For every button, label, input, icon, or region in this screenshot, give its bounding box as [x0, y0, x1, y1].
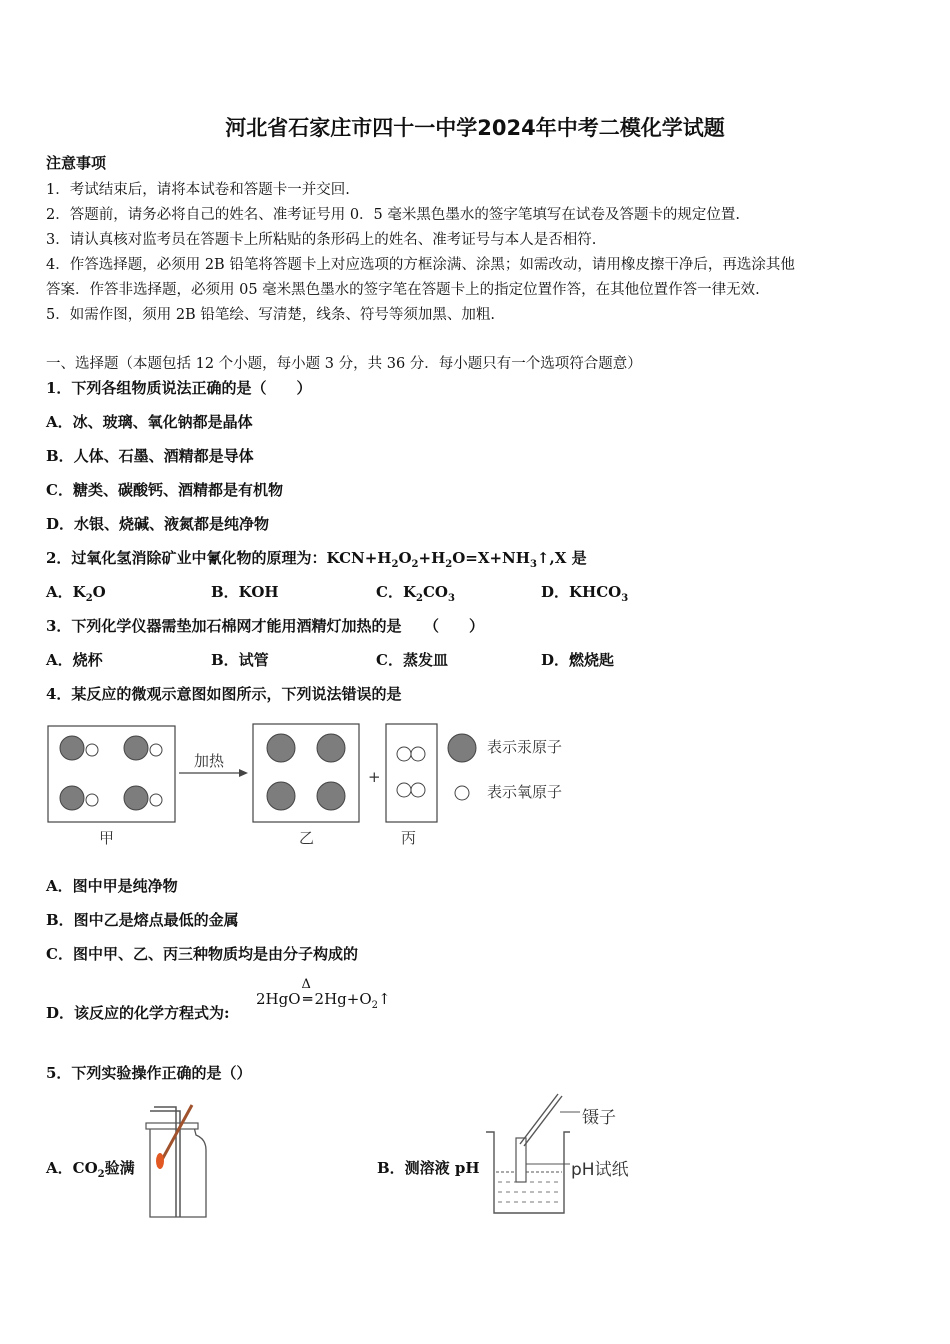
- label-jia: 甲: [99, 829, 115, 847]
- opt-text: A．K: [46, 583, 86, 601]
- notice-item: 4．作答选择题，必须用 2B 铅笔将答题卡上对应选项的方框涂满、涂黑；如需改动，请用橡皮擦干净后，再选涂其他: [46, 257, 795, 273]
- opt-text: A．CO: [46, 1159, 98, 1177]
- q3-stem: 3．下列化学仪器需垫加石棉网才能用酒精灯加热的是 （ ）: [46, 617, 484, 635]
- hgo-molecules: [60, 736, 162, 810]
- q4-option-d-equation: [256, 977, 391, 1011]
- q2-option-d: [541, 581, 628, 604]
- o2-molecules: [397, 747, 425, 797]
- tweezers-arm: [520, 1094, 558, 1144]
- opt-sub: 3: [447, 593, 455, 604]
- plus-sign: +: [368, 768, 381, 786]
- opt-text: C．K: [376, 583, 416, 601]
- notice-item: 答案．作答非选择题，必须用 05 毫米黑色墨水的签字笔在答题卡上的指定位置作答，在其他位置作答一律无效.: [46, 282, 760, 298]
- q1-stem: 1．下列各组物质说法正确的是（ ）: [46, 379, 312, 397]
- opt-text: CO: [422, 583, 448, 601]
- label-bing: 丙: [401, 829, 417, 847]
- tweezers-label: 镊子: [582, 1108, 616, 1128]
- eq-sub: 3: [529, 559, 537, 570]
- q2-option-a: [46, 581, 106, 604]
- eq-sub: 2: [391, 559, 399, 570]
- page-title: 河北省石家庄市四十一中学2024年中考二模化学试题: [225, 116, 725, 140]
- eq-lhs: 2HgO: [256, 990, 301, 1008]
- eq-part: ↑,X 是: [536, 549, 587, 567]
- notice-heading: 注意事项: [46, 154, 107, 172]
- eq-part: KCN+H: [326, 549, 392, 567]
- arrow-head: [239, 769, 248, 777]
- box-bing: [386, 724, 437, 822]
- opt-sub: 2: [85, 593, 93, 604]
- q3-option-a: A．烧杯: [46, 651, 103, 669]
- eq-sub: 2: [371, 1000, 378, 1011]
- notice-item: 3．请认真核对监考员在答题卡上所粘贴的条形码上的姓名、准考证号与本人是否相符.: [46, 232, 597, 248]
- notice-item: 2．答题前，请务必将自己的姓名、准考证号用 0．5 毫米黑色墨水的签字笔填写在试卷及答题卡的规定位置.: [46, 207, 740, 223]
- q5-stem: 5．下列实验操作正确的是（）: [46, 1064, 252, 1082]
- bottle-outline: [150, 1127, 206, 1217]
- q2-stem: [46, 547, 587, 570]
- eq-up-arrow: ↑: [378, 990, 391, 1008]
- bottle-lid: [146, 1123, 198, 1129]
- q1-option-a: A．冰、玻璃、氧化钠都是晶体: [46, 413, 253, 431]
- q5-option-b: B．测溶液 pH: [377, 1159, 480, 1177]
- q4-stem: 4．某反应的微观示意图如图所示，下列说法错误的是: [46, 685, 402, 703]
- section-heading: 一、选择题（本题包括 12 个小题，每小题 3 分，共 36 分．每小题只有一个选项符合题意）: [46, 356, 642, 372]
- eq-part: O: [398, 549, 412, 567]
- opt-text: O: [92, 583, 106, 601]
- q3-option-b: B．试管: [211, 651, 269, 669]
- notice-item: 1．考试结束后，请将本试卷和答题卡一并交回.: [46, 182, 350, 198]
- q2-option-b: B．KOH: [211, 583, 279, 601]
- legend-oxygen: 表示氧原子: [487, 783, 563, 801]
- opt-text: 验满: [104, 1159, 135, 1177]
- q4-option-d: D．该反应的化学方程式为:: [46, 1004, 230, 1022]
- eq-condition: Δ: [301, 977, 311, 992]
- opt-sub: 2: [97, 1169, 105, 1180]
- q3-option-d: D．燃烧匙: [541, 651, 615, 669]
- q2-option-c: [376, 581, 455, 604]
- opt-sub: 3: [621, 593, 629, 604]
- flame-icon: [156, 1153, 164, 1169]
- q1-option-c: C．糖类、碳酸钙、酒精都是有机物: [46, 481, 283, 499]
- hg-atoms: [267, 734, 345, 810]
- oxygen-legend-icon: [455, 786, 469, 800]
- q1-option-b: B．人体、石墨、酒精都是导体: [46, 447, 254, 465]
- eq-part: +H: [418, 549, 446, 567]
- box-yi: [253, 724, 359, 822]
- q5-option-a: [46, 1157, 135, 1180]
- q4-option-c: C．图中甲、乙、丙三种物质均是由分子构成的: [46, 945, 358, 963]
- eq-sub: 2: [411, 559, 419, 570]
- eq-sub: 2: [445, 559, 453, 570]
- q3-option-c: C．蒸发皿: [376, 651, 448, 669]
- eq-rhs: 2Hg+O: [314, 990, 372, 1008]
- eq-part: O=X+NH: [452, 549, 530, 567]
- opt-text: D．KHCO: [541, 583, 622, 601]
- q1-option-d: D．水银、烧碱、液氮都是纯净物: [46, 515, 270, 533]
- notice-item: 5．如需作图，须用 2B 铅笔绘、写清楚，线条、符号等须加黑、加粗.: [46, 307, 495, 323]
- tweezers-arm: [524, 1096, 562, 1146]
- ph-paper-label: pH试纸: [571, 1160, 629, 1180]
- arrow-label: 加热: [194, 752, 225, 770]
- q4-option-b: B．图中乙是熔点最低的金属: [46, 911, 239, 929]
- eq-arrow: [301, 977, 315, 1008]
- opt-sub: 2: [415, 593, 423, 604]
- gas-bottle-figure: [140, 1095, 220, 1225]
- liquid-hatching: [498, 1182, 560, 1202]
- mercury-legend-icon: [448, 734, 476, 762]
- q4-option-a: A．图中甲是纯净物: [46, 877, 178, 895]
- legend-mercury: 表示汞原子: [487, 738, 563, 756]
- label-yi: 乙: [299, 829, 315, 847]
- q2-stem-prefix: 2．过氧化氢消除矿业中氰化物的原理为：: [46, 549, 327, 567]
- eq-sign: ═: [303, 990, 313, 1008]
